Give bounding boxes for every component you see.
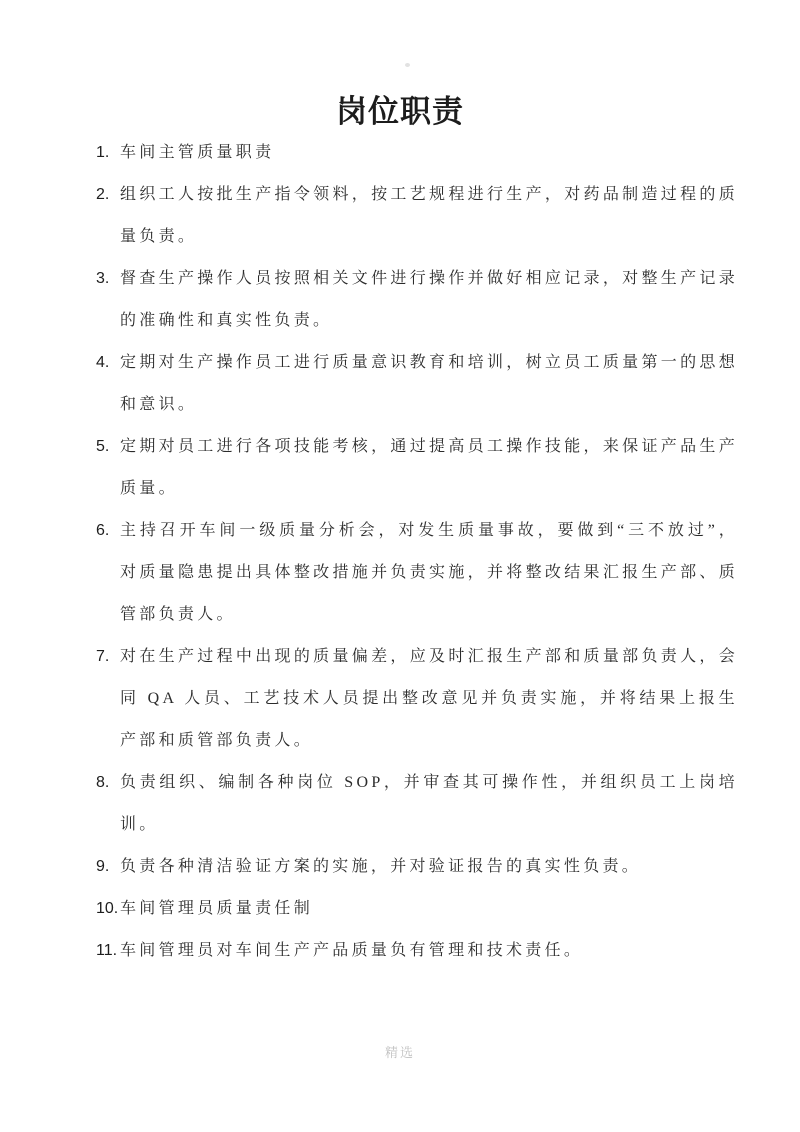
item-number: 10. xyxy=(96,900,119,917)
list-item xyxy=(96,174,738,258)
item-text: 负责各种清洁验证方案的实施，并对验证报告的真实性负责。 xyxy=(120,858,642,875)
item-number: 7. xyxy=(96,648,110,665)
item-number: 9. xyxy=(96,858,110,875)
list-item xyxy=(96,888,738,930)
list-item xyxy=(96,930,738,972)
list-item xyxy=(96,426,738,510)
item-number: 8. xyxy=(96,774,110,791)
footer-watermark: 精选 xyxy=(384,1045,415,1060)
responsibility-list xyxy=(96,132,738,972)
item-text: 车间管理员对车间生产产品质量负有管理和技术责任。 xyxy=(120,942,584,959)
item-text: 负责组织、编制各种岗位 SOP，并审查其可操作性，并组织员工上岗培训。 xyxy=(120,774,738,833)
item-number: 6. xyxy=(96,522,110,539)
item-number: 4. xyxy=(96,354,110,371)
list-item xyxy=(96,258,738,342)
list-item xyxy=(96,846,738,888)
item-text: 定期对生产操作员工进行质量意识教育和培训，树立员工质量第一的思想和意识。 xyxy=(120,354,738,413)
page-title: 岗位职责 xyxy=(336,94,464,129)
item-text: 车间主管质量职责 xyxy=(120,144,275,161)
list-item xyxy=(96,510,738,636)
item-text: 组织工人按批生产指令领料，按工艺规程进行生产，对药品制造过程的质量负责。 xyxy=(120,186,738,245)
item-text: 主持召开车间一级质量分析会，对发生质量事故，要做到“三不放过”，对质量隐患提出具体整改措施并负责实施，并将整改结果汇报生产部、质管部负责人。 xyxy=(120,522,738,623)
list-item xyxy=(96,762,738,846)
stray-mark xyxy=(405,63,410,67)
list-item xyxy=(96,636,738,762)
item-number: 2. xyxy=(96,186,110,203)
item-text: 车间管理员质量责任制 xyxy=(120,900,314,917)
item-number: 1. xyxy=(96,144,110,161)
item-number: 3. xyxy=(96,270,110,287)
item-text: 督查生产操作人员按照相关文件进行操作并做好相应记录，对整生产记录的准确性和真实性负责。 xyxy=(120,270,738,329)
list-item xyxy=(96,342,738,426)
item-number: 11. xyxy=(96,942,118,959)
item-number: 5. xyxy=(96,438,110,455)
item-text: 定期对员工进行各项技能考核，通过提高员工操作技能，来保证产品生产质量。 xyxy=(120,438,738,497)
list-item xyxy=(96,132,738,174)
item-text: 对在生产过程中出现的质量偏差，应及时汇报生产部和质量部负责人，会同 QA 人员、工艺技术人员提出整改意见并负责实施，并将结果上报生产部和质管部负责人。 xyxy=(120,648,738,749)
